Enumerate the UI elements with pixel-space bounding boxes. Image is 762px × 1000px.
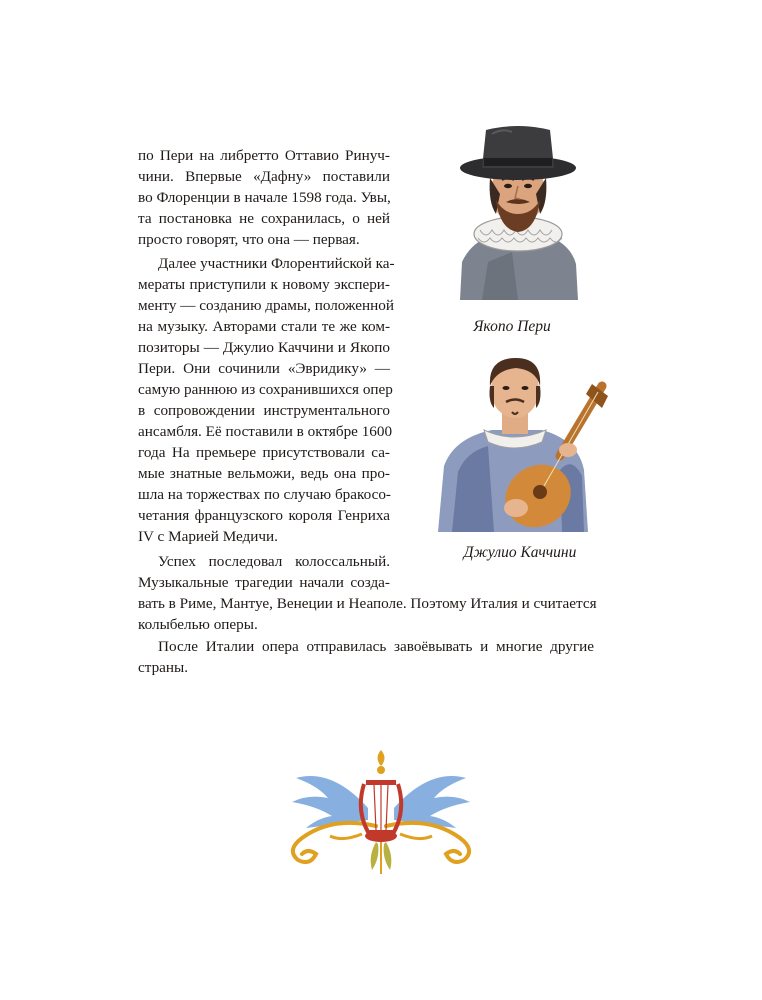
text-line: самую раннюю из сохранившихся опер xyxy=(138,381,393,398)
text-line: четания французского короля Генриха xyxy=(138,507,390,524)
text-line: на музыку. Авторами стали те же ком- xyxy=(138,318,390,335)
text-line: IV с Марией Медичи. xyxy=(138,528,278,545)
text-line: чини. Впервые «Дафну» поставили xyxy=(138,168,390,185)
text-line: После Италии опера отправилась завоёвывать и многие другие xyxy=(158,638,594,655)
text-line: та постановка не сохранилась, о ней xyxy=(138,210,390,227)
text-line: в сопровождении инструментального xyxy=(138,402,390,419)
lyre-ornament xyxy=(272,746,490,876)
text-line: шла на торжествах по случаю бракосо- xyxy=(138,486,391,503)
text-line: страны. xyxy=(138,659,189,676)
text-line: Успех последовал колоссальный. xyxy=(158,553,390,570)
text-line: Пери. Они сочинили «Эвридику» — xyxy=(138,360,390,377)
text-line: мые знатные вельможи, ведь она про- xyxy=(138,465,390,482)
caption-peri: Якопо Пери xyxy=(473,318,551,335)
text-line: Далее участники Флорентийской ка- xyxy=(158,255,395,272)
text-line: колыбелью оперы. xyxy=(138,616,258,633)
text-line: Музыкальные трагедии начали созда- xyxy=(138,574,390,591)
text-line: менту — созданию драмы, положенной xyxy=(138,297,395,314)
text-line: года На премьере присутствовали са- xyxy=(138,444,390,461)
text-line: по Пери на либретто Оттавио Ринуч- xyxy=(138,147,390,164)
text-line: ансамбля. Её поставили в октябре 1600 xyxy=(138,423,393,440)
portrait-jacopo-peri xyxy=(452,122,584,300)
text-line: вать в Риме, Мантуе, Венеции и Неаполе. Поэтому Италия и считается xyxy=(138,595,597,612)
text-line: просто говорят, что она — первая. xyxy=(138,231,360,248)
text-line: во Флоренции в начале 1598 года. Увы, xyxy=(138,189,391,206)
text-line: позиторы — Джулио Каччини и Якопо xyxy=(138,339,390,356)
text-line: мераты приступили к новому экспери- xyxy=(138,276,390,293)
caption-caccini: Джулио Каччини xyxy=(463,544,577,561)
portrait-giulio-caccini xyxy=(432,346,612,532)
